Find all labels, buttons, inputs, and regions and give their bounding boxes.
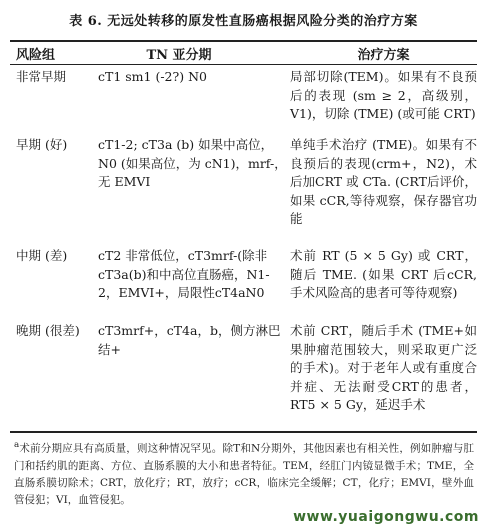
cell-treatment: 局部切除(TEM)。如果有不良预后的表现 (sm ≥ 2，高级别，V1)，切除 (TME) (或可能 CRT): [290, 69, 477, 121]
table-row: [10, 63, 477, 136]
cell-treatment: 术前 RT (5 × 5 Gy) 或 CRT，随后 TME. (如果 CRT 后cCR, 手术风险高的患者可等待观察): [290, 248, 477, 300]
header-treatment: 治疗方案: [357, 47, 410, 63]
footnote-marker: a: [14, 440, 20, 450]
cell-tn: cT1 sm1 (-2?) N0: [98, 69, 207, 84]
site-watermark: www.yuaigongwu.com: [293, 509, 479, 525]
footnote-text: 术前分期应具有高质量，则这种情况罕见。除T和N分期外，其他因素也有相关性，例如肿瘤与肛门和括约肌的距离、方位、直肠系膜的大小和患者特征。TEM，经肛门内镜显微手术；TME，全直肠系膜切除术；CRT，放化疗；RT，放疗；cCR，临床完全缓解；CT，化疗；EMVI，壁外血管侵犯；VI，血管侵犯。: [14, 442, 474, 506]
cell-risk: 非常早期: [16, 69, 67, 84]
cell-risk: 早期 (好): [16, 137, 68, 152]
header-tn-substage: TN 亚分期: [146, 47, 212, 63]
cell-risk: 中期 (差): [16, 248, 68, 263]
table-row: [10, 247, 477, 322]
cell-treatment: 单纯手术治疗 (TME)。如果有不良预后的表现(crm+，N2)，术后加CRT 或 CTa. (CRT后评价，如果 cCR,等待观察，保存器官功能: [290, 137, 477, 226]
cell-tn: cT3mrf+，cT4a，b，侧方淋巴结+: [98, 323, 281, 357]
table-footnote: [14, 437, 474, 509]
table-row: [10, 322, 477, 422]
table-title: 表 6. 无远处转移的原发性直肠癌根据风险分类的治疗方案: [69, 14, 418, 29]
table-bottom-rule: [10, 431, 477, 433]
table-top-rule: [10, 40, 477, 42]
table-row: [10, 136, 477, 247]
table-header-row: [10, 43, 477, 63]
cell-tn: cT1-2; cT3a (b) 如果中高位，N0 (如果高位，为 cN1)，mrf-，无 EMVI: [98, 137, 287, 189]
cell-risk: 晚期 (很差): [16, 323, 80, 338]
cell-tn: cT2 非常低位，cT3mrf-(除非cT3a(b)和中高位直肠癌，N1-2，EMVI+，局限性cT4aN0: [98, 248, 270, 300]
treatment-table: [10, 43, 477, 422]
header-risk-group: 风险组: [16, 47, 56, 63]
cell-treatment: 术前 CRT，随后手术 (TME+如果肿瘤范围较大，则采取更广泛的手术)。对于老年人或有重度合并症、无法耐受CRT的患者，RT5 × 5 Gy，延迟手术: [290, 323, 477, 412]
